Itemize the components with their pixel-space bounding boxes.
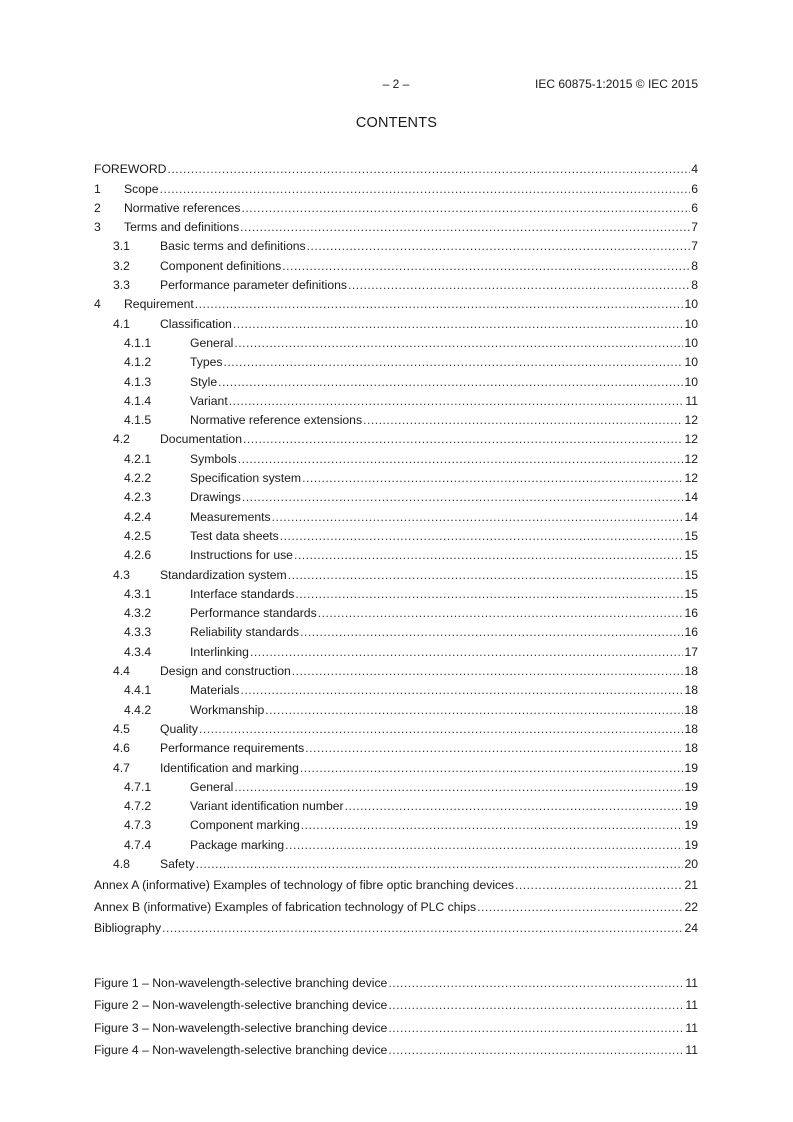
toc-entry-page: 11 — [685, 393, 698, 408]
toc-entry[interactable] — [94, 331, 698, 350]
toc-entry-number: 4.4.1 — [124, 683, 152, 698]
toc-entry[interactable] — [94, 794, 698, 813]
dot-leader — [242, 201, 691, 215]
dot-leader — [265, 703, 683, 717]
dot-leader — [160, 182, 691, 196]
toc-entry-page: 15 — [684, 586, 698, 601]
toc-entry-page: 16 — [684, 625, 698, 640]
toc-entry-title: Performance standards — [190, 606, 317, 621]
dot-leader — [195, 297, 684, 311]
dot-leader — [234, 780, 683, 794]
toc-entry-page: 17 — [684, 644, 698, 659]
toc-entry-number: 4.2.3 — [124, 490, 152, 505]
dot-leader — [318, 606, 684, 620]
dot-leader — [345, 799, 684, 813]
toc-entry[interactable] — [94, 775, 698, 794]
dot-leader — [224, 355, 684, 369]
dot-leader — [292, 664, 684, 678]
toc-entry-page: 10 — [684, 374, 698, 389]
dot-leader — [388, 998, 684, 1012]
toc-entry-number: 4.1.5 — [124, 413, 152, 428]
toc-entry-page: 12 — [684, 413, 698, 428]
toc-entry-title: Standardization system — [160, 567, 287, 582]
toc-entry-page: 14 — [684, 509, 698, 524]
toc-entry[interactable] — [94, 717, 698, 736]
toc-entry-page: 8 — [691, 258, 698, 273]
toc-entry-page: 22 — [684, 899, 698, 914]
toc-entry-number: 4.5 — [113, 721, 130, 736]
toc-entry-title: Documentation — [160, 432, 242, 447]
dot-leader — [282, 259, 690, 273]
toc-entry[interactable] — [94, 813, 698, 832]
toc-entry-page: 19 — [684, 818, 698, 833]
dot-leader — [300, 625, 683, 639]
toc-entry-page: 14 — [684, 490, 698, 505]
dot-leader — [272, 510, 684, 524]
dot-leader — [162, 921, 683, 935]
dot-leader — [218, 375, 683, 389]
toc-entry-title: Basic terms and definitions — [160, 239, 306, 254]
toc-entry-title: Component marking — [190, 818, 300, 833]
toc-entry[interactable] — [94, 485, 698, 504]
toc-entry[interactable] — [94, 659, 698, 678]
toc-entry-title: Scope — [124, 181, 159, 196]
toc-entry-page: 21 — [684, 878, 698, 893]
toc-entry-number: 2 — [94, 200, 101, 215]
toc-entry-page: 19 — [684, 799, 698, 814]
toc-entry-number: 4.2.5 — [124, 528, 152, 543]
toc-entry-title: Measurements — [190, 509, 271, 524]
toc-entry[interactable] — [94, 582, 698, 601]
toc-entry-title: Symbols — [190, 451, 237, 466]
toc-entry-number: 4.3.4 — [124, 644, 152, 659]
dot-leader — [301, 818, 684, 832]
dot-leader — [167, 162, 690, 176]
toc-entry-page: 19 — [684, 779, 698, 794]
toc-entry[interactable] — [94, 892, 698, 914]
toc-entry-page: 6 — [691, 181, 698, 196]
toc-entry-page: 16 — [684, 606, 698, 621]
toc-entry-title: Terms and definitions — [124, 220, 240, 235]
toc-entry[interactable] — [94, 369, 698, 388]
toc-entry[interactable] — [94, 311, 698, 330]
contents-title: CONTENTS — [355, 115, 438, 131]
toc-entry[interactable] — [94, 601, 698, 620]
dot-leader — [250, 645, 683, 659]
toc-entry-number: 4.2.2 — [124, 471, 152, 486]
toc-entry[interactable] — [94, 678, 698, 697]
dot-leader — [288, 568, 684, 582]
toc-entry-page: 12 — [684, 451, 698, 466]
toc-entry-number: 4.1.2 — [124, 355, 152, 370]
toc-entry[interactable] — [94, 639, 698, 658]
toc-entry-title: Workmanship — [190, 702, 265, 717]
figure-entry[interactable] — [94, 1012, 698, 1035]
toc-entry[interactable] — [94, 253, 698, 272]
dot-leader — [285, 838, 683, 852]
toc-entry-title: Reliability standards — [190, 625, 300, 640]
toc-entry-title: Style — [190, 374, 218, 389]
toc-entry[interactable] — [94, 736, 698, 755]
toc-entry-number: 3.3 — [113, 278, 130, 293]
toc-entry[interactable] — [94, 273, 698, 292]
toc-entry[interactable] — [94, 292, 698, 311]
toc-entry[interactable] — [94, 697, 698, 716]
toc-entry-page: 10 — [684, 355, 698, 370]
figure-entry[interactable] — [94, 967, 698, 990]
toc-entry-number: 3.1 — [113, 239, 130, 254]
toc-entry-title: Test data sheets — [190, 528, 279, 543]
toc-entry-title: Variant identification number — [190, 799, 344, 814]
toc-entry[interactable] — [94, 852, 698, 871]
toc-entry-number: 4.8 — [113, 856, 130, 871]
dot-leader — [300, 761, 684, 775]
toc-entry[interactable] — [94, 562, 698, 581]
toc-entry-page: 7 — [691, 220, 698, 235]
toc-entry-number: 4.3.2 — [124, 606, 152, 621]
toc-entry-number: 4.6 — [113, 741, 130, 756]
toc-entry-number: 4.1.1 — [124, 335, 152, 350]
toc-entry[interactable] — [94, 871, 698, 893]
toc-entry-title: Identification and marking — [160, 760, 299, 775]
toc-entry-number: 4.1 — [113, 316, 130, 331]
dot-leader — [280, 529, 684, 543]
table-of-contents — [94, 157, 698, 935]
toc-entry-title: Drawings — [190, 490, 241, 505]
toc-entry[interactable] — [94, 914, 698, 936]
toc-entry-title: Annex A (informative) Examples of technology of fibre optic branching devices — [94, 878, 515, 893]
toc-entry-page: 18 — [684, 683, 698, 698]
toc-entry[interactable] — [94, 389, 698, 408]
toc-entry-title: Safety — [160, 856, 195, 871]
toc-entry[interactable] — [94, 427, 698, 446]
toc-entry-number: 4.2.1 — [124, 451, 152, 466]
toc-entry-page: 11 — [685, 975, 698, 990]
toc-entry-page: 15 — [684, 548, 698, 563]
toc-entry-title: Variant — [190, 393, 228, 408]
toc-entry[interactable] — [94, 504, 698, 523]
dot-leader — [348, 278, 690, 292]
dot-leader — [477, 900, 683, 914]
toc-entry-title: Figure 1 – Non-wavelength-selective branching device — [94, 975, 388, 990]
toc-entry-number: 4.4.2 — [124, 702, 152, 717]
toc-entry-number: 1 — [94, 181, 101, 196]
page-number: – 2 – — [382, 77, 410, 91]
toc-entry-number: 4.3.3 — [124, 625, 152, 640]
toc-entry[interactable] — [94, 524, 698, 543]
toc-entry-page: 10 — [684, 297, 698, 312]
dot-leader — [234, 336, 683, 350]
toc-entry-page: 15 — [684, 567, 698, 582]
toc-entry[interactable] — [94, 176, 698, 195]
dot-leader — [294, 548, 683, 562]
toc-entry-title: Materials — [190, 683, 240, 698]
dot-leader — [388, 1043, 684, 1057]
figure-entry[interactable] — [94, 1035, 698, 1058]
standard-reference: IEC 60875-1:2015 © IEC 2015 — [535, 77, 698, 91]
dot-leader — [242, 490, 684, 504]
dot-leader — [233, 317, 684, 331]
toc-entry-page: 10 — [684, 316, 698, 331]
toc-entry-page: 12 — [684, 471, 698, 486]
toc-entry-title: General — [190, 335, 234, 350]
toc-entry-page: 19 — [684, 837, 698, 852]
toc-entry-title: Normative reference extensions — [190, 413, 363, 428]
toc-entry-number: 4.1.3 — [124, 374, 152, 389]
toc-entry-number: 4.2.4 — [124, 509, 152, 524]
dot-leader — [388, 976, 684, 990]
toc-entry-page: 4 — [691, 162, 698, 177]
toc-entry-number: 4.7.2 — [124, 799, 152, 814]
toc-entry-number: 4 — [94, 297, 101, 312]
toc-entry-title: Normative references — [124, 200, 241, 215]
toc-entry-page: 11 — [685, 1043, 698, 1057]
toc-entry[interactable] — [94, 234, 698, 253]
toc-entry-title: Figure 2 – Non-wavelength-selective branching device — [94, 998, 388, 1012]
toc-entry-page: 15 — [684, 528, 698, 543]
toc-entry-title: Requirement — [124, 297, 194, 312]
dot-leader — [243, 432, 683, 446]
toc-entry-title: Interlinking — [190, 644, 249, 659]
toc-entry-title: Performance parameter definitions — [160, 278, 347, 293]
toc-entry-page: 10 — [684, 335, 698, 350]
toc-entry-number: 4.7 — [113, 760, 130, 775]
toc-entry[interactable] — [94, 620, 698, 639]
toc-entry-title: Quality — [160, 721, 198, 736]
toc-entry-title: Component definitions — [160, 258, 282, 273]
toc-entry-page: 7 — [691, 239, 698, 254]
toc-entry-number: 4.2 — [113, 432, 130, 447]
toc-entry-page: 11 — [685, 1020, 698, 1035]
toc-entry-number: 3 — [94, 220, 101, 235]
list-of-figures — [94, 967, 698, 1057]
toc-entry-number: 4.3 — [113, 567, 130, 582]
dot-leader — [295, 587, 683, 601]
toc-entry[interactable] — [94, 215, 698, 234]
toc-entry[interactable] — [94, 446, 698, 465]
toc-entry-page: 18 — [684, 702, 698, 717]
dot-leader — [388, 1021, 684, 1035]
toc-entry[interactable] — [94, 408, 698, 427]
toc-entry-title: Package marking — [190, 837, 285, 852]
toc-entry-title: Specification system — [190, 471, 302, 486]
toc-entry-number: 4.7.3 — [124, 818, 152, 833]
toc-entry-title: Annex B (informative) Examples of fabrication technology of PLC chips — [94, 899, 477, 914]
dot-leader — [196, 857, 684, 871]
toc-entry-page: 8 — [691, 278, 698, 293]
toc-entry-number: 4.2.6 — [124, 548, 152, 563]
toc-entry-page: 18 — [684, 741, 698, 756]
dot-leader — [515, 878, 683, 892]
toc-entry-title: Performance requirements — [160, 741, 305, 756]
dot-leader — [240, 683, 683, 697]
dot-leader — [240, 220, 690, 234]
dot-leader — [238, 452, 684, 466]
page-header — [0, 77, 793, 93]
dot-leader — [363, 413, 683, 427]
dot-leader — [302, 471, 683, 485]
toc-entry-page: 6 — [691, 200, 698, 215]
toc-entry-page: 11 — [685, 998, 698, 1012]
toc-entry-number: 3.2 — [113, 258, 130, 273]
toc-entry[interactable] — [94, 832, 698, 851]
dot-leader — [307, 239, 691, 253]
toc-entry-title: FOREWORD — [94, 162, 167, 177]
figure-entry[interactable] — [94, 990, 698, 1013]
toc-entry-number: 4.7.4 — [124, 837, 152, 852]
dot-leader — [305, 741, 683, 755]
toc-entry-page: 18 — [684, 721, 698, 736]
toc-entry-number: 4.4 — [113, 664, 130, 679]
toc-entry-title: Figure 3 – Non-wavelength-selective branching device — [94, 1020, 388, 1035]
toc-entry-title: Figure 4 – Non-wavelength-selective branching device — [94, 1043, 388, 1057]
toc-entry-number: 4.7.1 — [124, 779, 152, 794]
dot-leader — [199, 722, 684, 736]
toc-entry-number: 4.1.4 — [124, 393, 152, 408]
toc-entry-page: 24 — [684, 921, 698, 936]
toc-entry-page: 18 — [684, 664, 698, 679]
toc-entry-title: Interface standards — [190, 586, 295, 601]
toc-entry[interactable] — [94, 755, 698, 774]
dot-leader — [229, 394, 685, 408]
toc-entry[interactable] — [94, 466, 698, 485]
toc-entry-number: 4.3.1 — [124, 586, 152, 601]
toc-entry[interactable] — [94, 543, 698, 562]
toc-entry-page: 20 — [684, 856, 698, 871]
toc-entry[interactable] — [94, 157, 698, 176]
toc-entry-page: 19 — [684, 760, 698, 775]
toc-entry-title: General — [190, 779, 234, 794]
toc-entry-page: 12 — [684, 432, 698, 447]
toc-entry-title: Classification — [160, 316, 232, 331]
toc-entry[interactable] — [94, 196, 698, 215]
toc-entry-title: Bibliography — [94, 921, 162, 936]
toc-entry-title: Design and construction — [160, 664, 291, 679]
toc-entry-title: Types — [190, 355, 223, 370]
toc-entry-title: Instructions for use — [190, 548, 293, 563]
toc-entry[interactable] — [94, 350, 698, 369]
